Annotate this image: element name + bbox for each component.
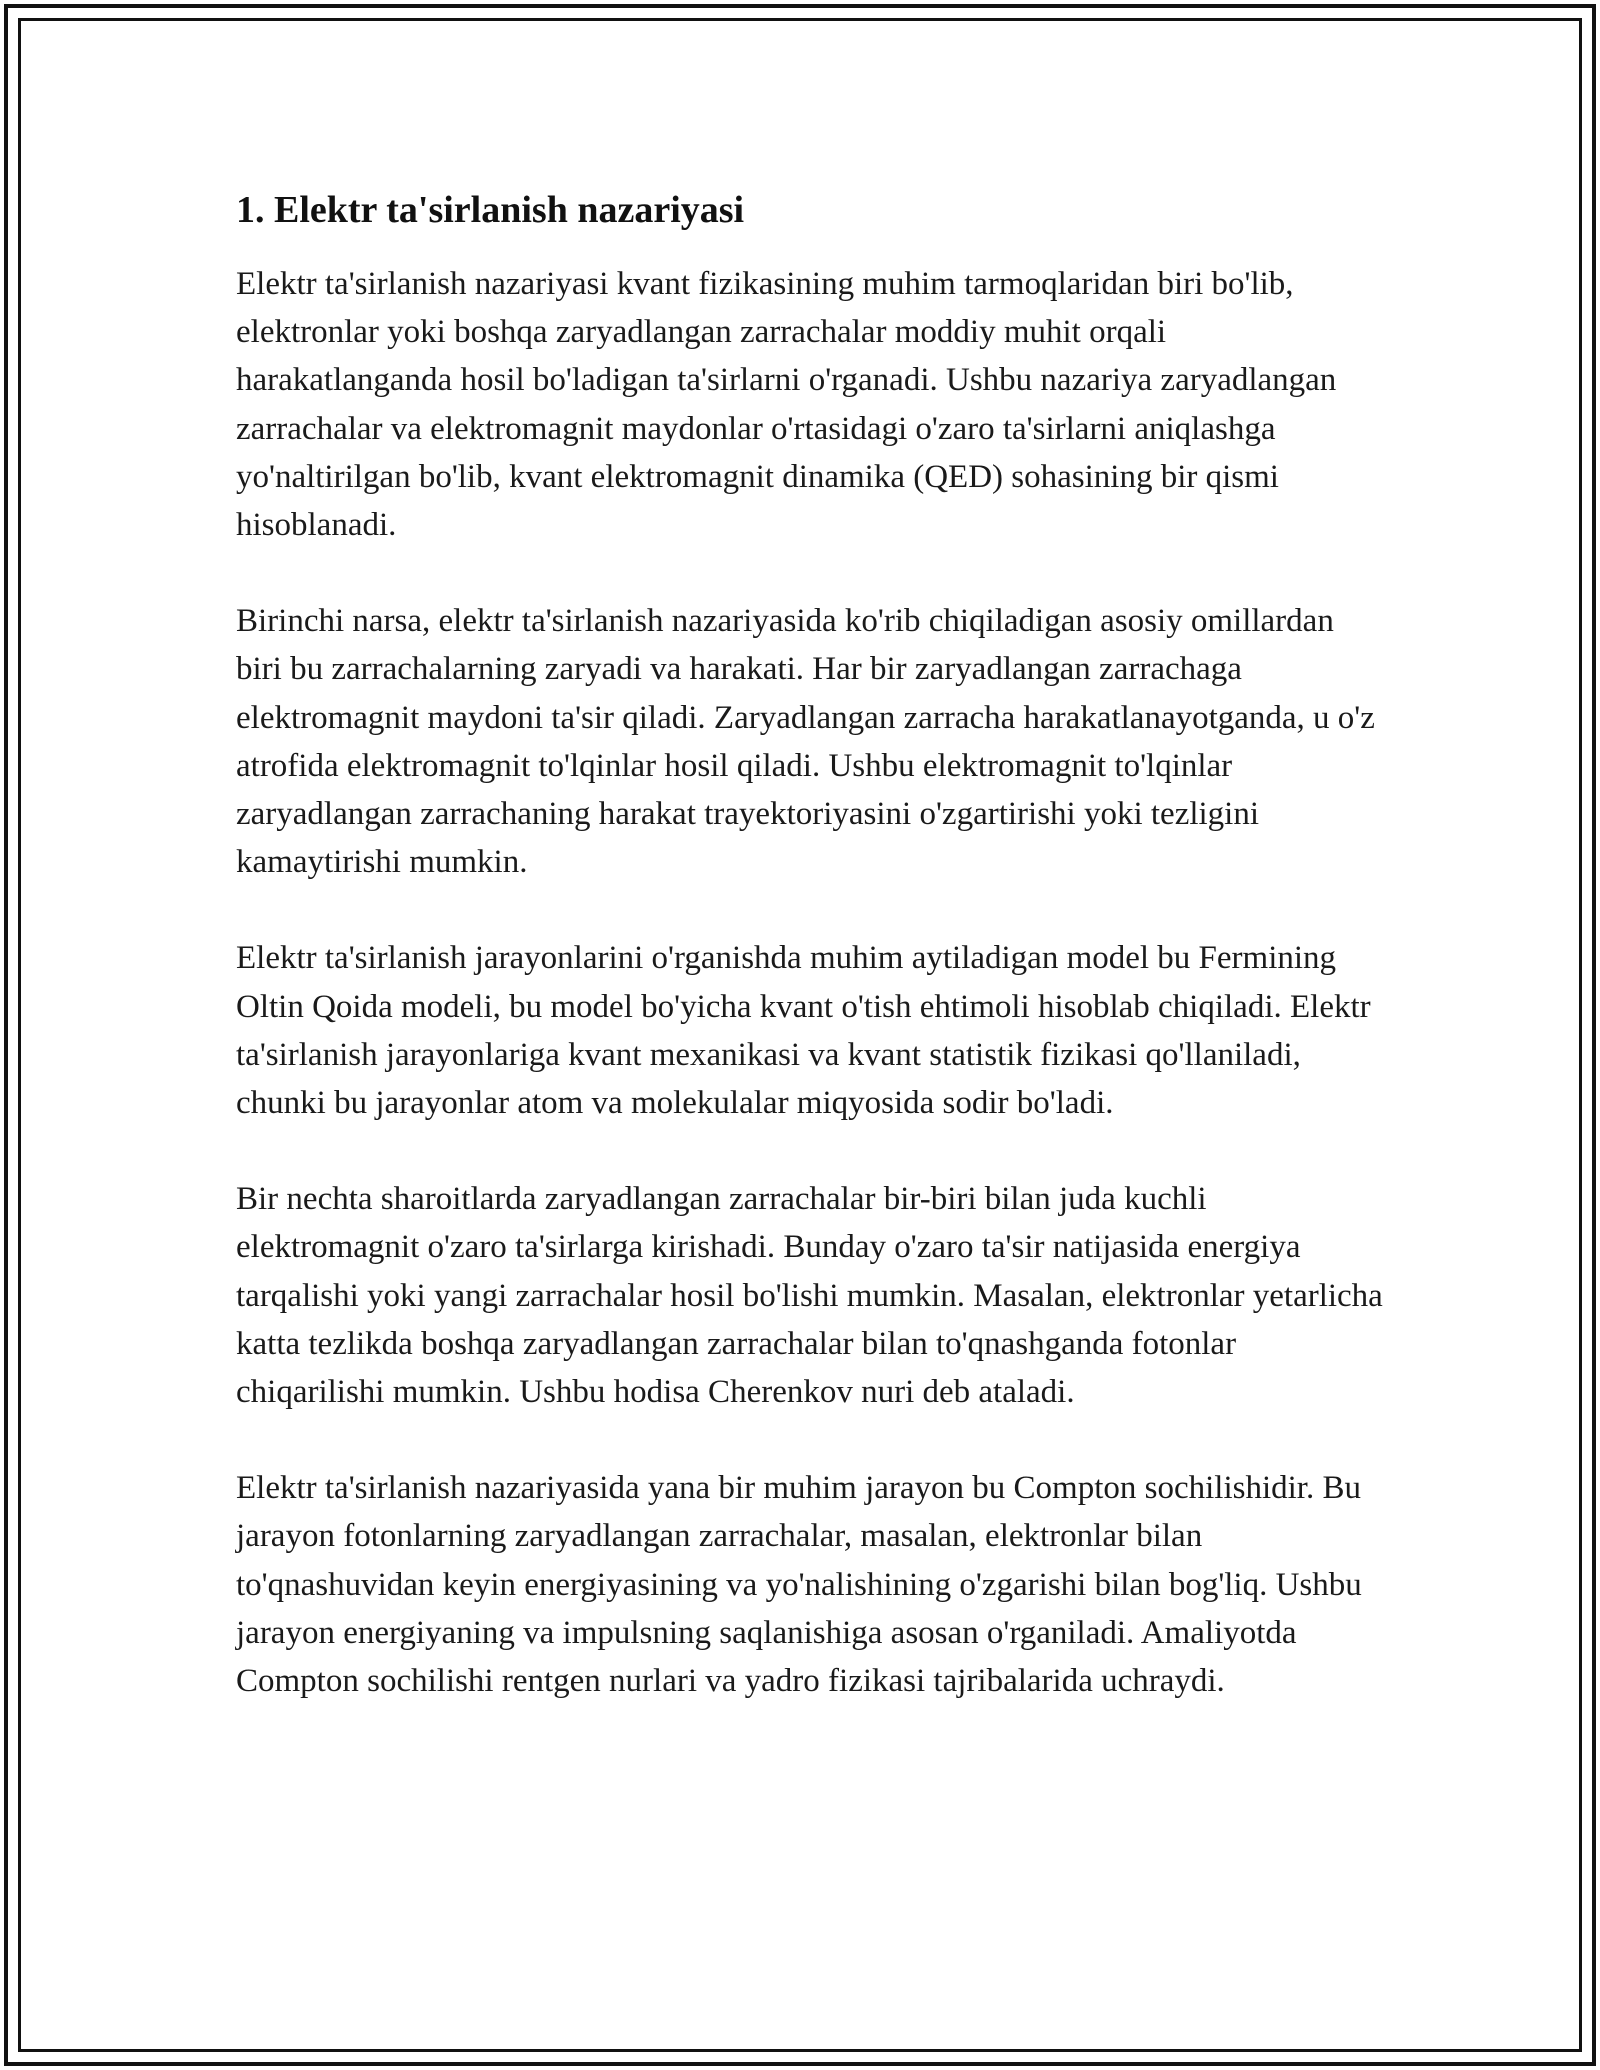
paragraph-1: Elektr ta'sirlanish nazariyasi kvant fizikasining muhim tarmoqlaridan biri bo'lib, elektronlar yoki boshqa zaryadlangan zarrachalar moddiy muhit orqali harakatlanganda hosil bo'ladigan ta'sirlarni o'rganadi. Ushbu nazariya zaryadlangan zarrachalar va elektromagnit maydonlar o'rtasidagi o'zaro ta'sirlarni aniqlashga yo'naltirilgan bo'lib, kvant elektromagnit dinamika (QED) sohasining bir qismi hisoblanadi. <box>236 266 1337 544</box>
paragraph-5: Elektr ta'sirlanish nazariyasida yana bir muhim jarayon bu Compton sochilishidir. Bu jarayon fotonlarning zaryadlangan zarrachalar, masalan, elektronlar bilan to'qnashuvidan keyin energiyasining va yo'nalishining o'zgarishi bilan bog'liq. Ushbu jarayon energiyaning va impulsning saqlanishiga asosan o'rganiladi. Amaliyotda Compton sochilishi rentgen nurlari va yadro fizikasi tajribalarida uchraydi. <box>236 1470 1362 1700</box>
section-heading: 1. Elektr ta'sirlanish nazariyasi <box>236 189 745 231</box>
paragraph-3: Elektr ta'sirlanish jarayonlarini o'rganishda muhim aytiladigan model bu Fermining Oltin Qoida modeli, bu model bo'yicha kvant o'tish ehtimoli hisoblab chiqiladi. Elektr ta'sirlanish jarayonlariga kvant mexanikasi va kvant statistik fizikasi qo'llaniladi, chunki bu jarayonlar atom va molekulalar miqyosida sodir bo'ladi. <box>236 940 1371 1122</box>
paragraph-2: Birinchi narsa, elektr ta'sirlanish nazariyasida ko'rib chiqiladigan asosiy omillardan biri bu zarrachalarning zaryadi va harakati. Har bir zaryadlangan zarrachaga elektromagnit maydoni ta'sir qiladi. Zaryadlangan zarracha harakatlanayotganda, u o'z atrofida elektromagnit to'lqinlar hosil qiladi. Ushbu elektromagnit to'lqinlar zaryadlangan zarrachaning harakat trayektoriyasini o'zgartirishi yoki tezligini kamaytirishi mumkin. <box>236 603 1375 881</box>
paragraph-4: Bir nechta sharoitlarda zaryadlangan zarrachalar bir-biri bilan juda kuchli elektromagnit o'zaro ta'sirlarga kirishadi. Bunday o'zaro ta'sir natijasida energiya tarqalishi yoki yangi zarrachalar hosil bo'lishi mumkin. Masalan, elektronlar yetarlicha katta tezlikda boshqa zaryadlangan zarrachalar bilan to'qnashganda fotonlar chiqarilishi mumkin. Ushbu hodisa Cherenkov nuri deb ataladi. <box>236 1181 1383 1411</box>
document-body <box>236 186 1386 1705</box>
